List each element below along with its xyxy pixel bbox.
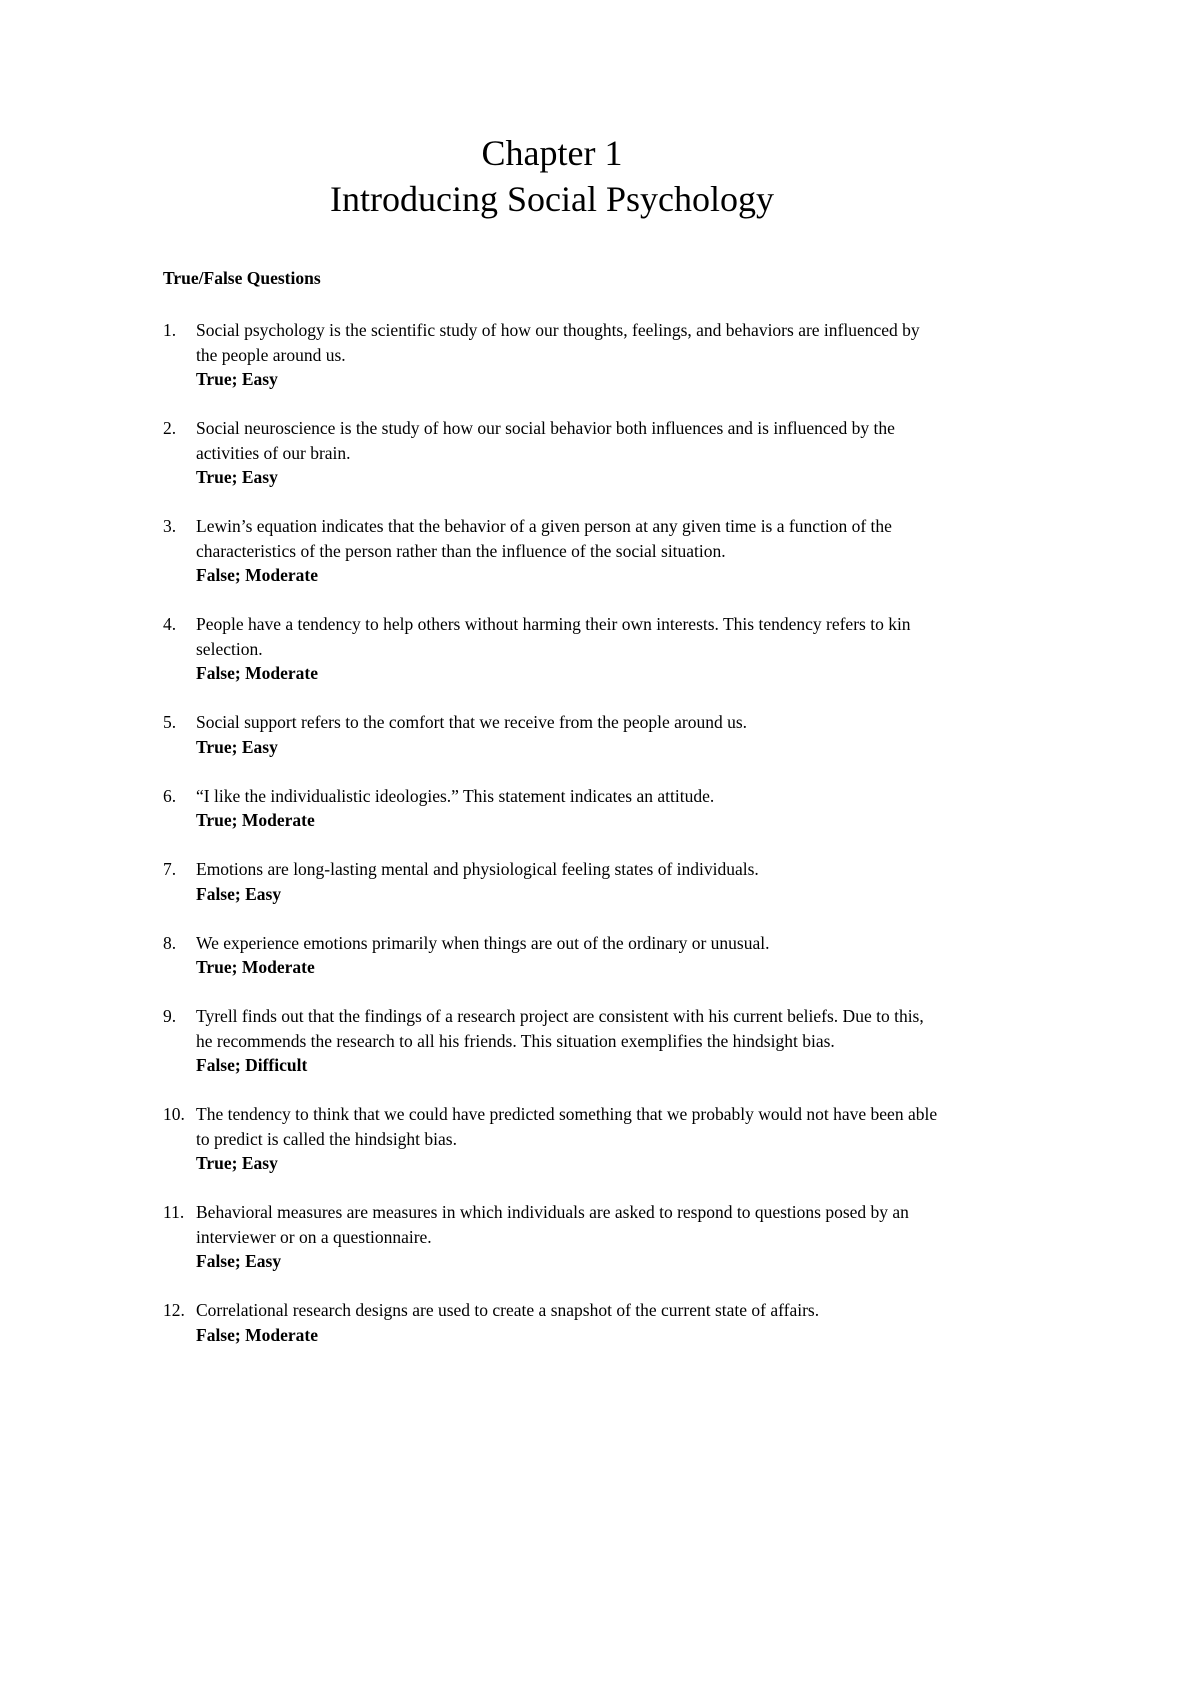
question-text: Social support refers to the comfort that we receive from the people around us. xyxy=(196,712,748,732)
question-item xyxy=(163,612,941,686)
question-text: Lewin’s equation indicates that the behavior of a given person at any given time is a function of the characteristics of the person rather than the influence of the social situation. xyxy=(196,516,892,561)
question-item xyxy=(163,1102,941,1176)
question-number: 7. xyxy=(163,859,177,879)
question-number: 10. xyxy=(163,1104,185,1124)
question-text: Emotions are long-lasting mental and physiological feeling states of individuals. xyxy=(196,859,759,879)
chapter-title: Chapter 1 xyxy=(481,133,623,173)
question-text: Social neuroscience is the study of how our social behavior both influences and is influenced by the activities of our brain. xyxy=(196,418,895,463)
document-page xyxy=(163,0,941,1372)
question-answer: True; Easy xyxy=(196,1153,278,1173)
question-answer: False; Moderate xyxy=(196,663,318,683)
question-item xyxy=(163,857,941,906)
question-text: Social psychology is the scientific study of how our thoughts, feelings, and behaviors are influenced by the people around us. xyxy=(196,320,920,365)
question-body xyxy=(196,1004,941,1078)
question-item xyxy=(163,1004,941,1078)
question-answer: False; Easy xyxy=(196,1251,282,1271)
question-number: 6. xyxy=(163,785,177,806)
question-item xyxy=(163,710,941,759)
question-body xyxy=(196,710,941,759)
question-text: Behavioral measures are measures in which individuals are asked to respond to questions posed by an interviewer or on a questionnaire. xyxy=(196,1202,909,1247)
question-answer: True; Easy xyxy=(196,369,278,389)
question-item xyxy=(163,1200,941,1274)
question-body xyxy=(196,1200,941,1274)
question-number: 9. xyxy=(163,1006,177,1026)
document-title xyxy=(163,130,941,222)
question-number: 11. xyxy=(163,1202,185,1222)
question-body xyxy=(196,416,941,490)
question-body xyxy=(196,1298,941,1347)
question-body xyxy=(196,1102,941,1176)
question-list xyxy=(163,318,941,1347)
question-text: People have a tendency to help others without harming their own interests. This tendency refers to kin selection. xyxy=(196,614,911,659)
question-item xyxy=(163,416,941,490)
question-body xyxy=(196,931,941,980)
question-item xyxy=(163,514,941,588)
question-body xyxy=(196,784,941,833)
question-item xyxy=(163,784,941,833)
question-answer: True; Moderate xyxy=(196,957,315,977)
question-body xyxy=(196,612,941,686)
question-text: Correlational research designs are used to create a snapshot of the current state of affairs. xyxy=(196,1300,820,1320)
question-answer: False; Easy xyxy=(196,883,282,904)
question-item xyxy=(163,318,941,392)
question-body xyxy=(196,514,941,588)
question-text: “I like the individualistic ideologies.” This statement indicates an attitude. xyxy=(196,785,715,806)
question-text: The tendency to think that we could have predicted something that we probably would not have been able to predict is called the hindsight bias. xyxy=(196,1104,938,1149)
question-number: 12. xyxy=(163,1300,185,1320)
question-item xyxy=(163,1298,941,1347)
question-answer: True; Moderate xyxy=(196,810,315,830)
question-answer: False; Moderate xyxy=(196,565,318,585)
question-number: 5. xyxy=(163,712,177,732)
question-text: We experience emotions primarily when things are out of the ordinary or unusual. xyxy=(196,932,770,953)
section-heading: True/False Questions xyxy=(163,268,321,288)
question-number: 4. xyxy=(163,614,177,634)
question-answer: False; Difficult xyxy=(196,1055,308,1075)
question-item xyxy=(163,931,941,980)
question-answer: True; Easy xyxy=(196,736,278,757)
chapter-subtitle: Introducing Social Psychology xyxy=(330,179,774,219)
question-number: 3. xyxy=(163,516,177,536)
question-number: 8. xyxy=(163,932,177,953)
question-text: Tyrell finds out that the findings of a research project are consistent with his current beliefs. Due to this, he recommends the research to all his friends. This situation exemplifies the hindsight bias. xyxy=(196,1006,924,1051)
question-number: 2. xyxy=(163,418,177,438)
question-body xyxy=(196,857,941,906)
question-number: 1. xyxy=(163,320,177,340)
question-answer: False; Moderate xyxy=(196,1324,318,1345)
question-answer: True; Easy xyxy=(196,467,278,487)
question-body xyxy=(196,318,941,392)
